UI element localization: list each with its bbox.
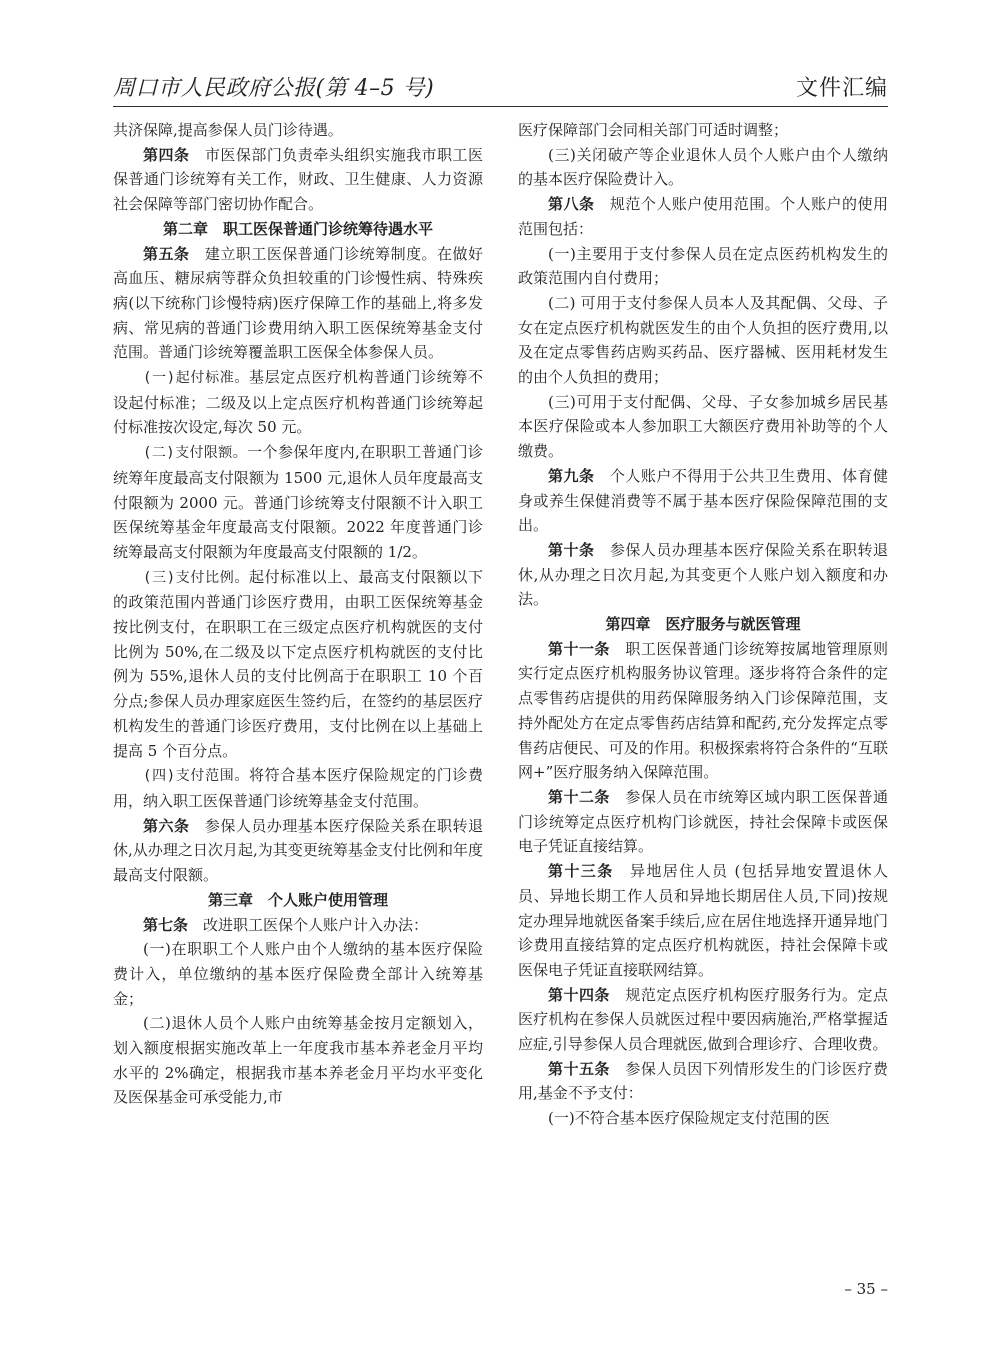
article-heading: 第五条 <box>143 244 190 263</box>
article-heading: 第八条 <box>548 195 595 214</box>
paragraph: 共济保障,提高参保人员门诊待遇。 <box>113 121 343 139</box>
publication-title: 周口市人民政府公报(第 4–5 号) <box>113 76 435 101</box>
article-heading: 第十一条 <box>548 639 610 658</box>
article-11 <box>518 637 888 785</box>
item-scope <box>113 763 483 813</box>
article-15 <box>518 1057 888 1106</box>
item-limit <box>113 440 483 565</box>
article-text: 建立职工医保普通门诊统筹制度。在做好高血压、糖尿病等群众负担较重的门诊慢性病、特殊疾病(以下统称门诊慢特病)医疗保障工作的基础上,将多发病、常见病的普通门诊费用纳入职工医保统筹基金支付范围。普通门诊统筹覆盖职工医保全体参保人员。 <box>113 244 483 362</box>
article-heading: 第十四条 <box>548 985 610 1004</box>
item-ratio <box>113 565 483 764</box>
chapter-3-heading: 第三章 个人账户使用管理 <box>207 890 388 909</box>
article-6 <box>113 814 483 888</box>
article-text: 参保人员办理基本医疗保险关系在职转退休,从办理之日次月起,为其变更个人账户划入额度和办法。 <box>518 540 888 609</box>
article-heading: 第九条 <box>548 466 595 485</box>
item-key: (三)支付比例。 <box>143 569 249 586</box>
article-heading: 第十条 <box>548 540 595 559</box>
section-title: 文件汇编 <box>795 76 888 101</box>
article-12 <box>518 785 888 859</box>
article-heading: 第六条 <box>143 816 190 835</box>
item-text: 一个参保年度内,在职职工普通门诊统筹年度最高支付限额为 1500 元,退休人员年度最高支付限额为 2000 元。普通门诊统筹支付限额不计入职工医保统筹基金年度最高支付限额。2022 年度普通门诊统筹最高支付限额为年度最高支付限额的 1/2。 <box>113 443 483 561</box>
article-text: 职工医保普通门诊统筹按属地管理原则实行定点医疗机构服务协议管理。逐步将符合条件的定点零售药店提供的用药保障服务纳入门诊保障范围，支持外配处方在定点零售药店结算和配药,充分发挥定点零售药店便民、可及的作用。积极探索将符合条件的“互联网+”医疗服务纳入保障范围。 <box>518 639 888 782</box>
article-heading: 第十三条 <box>548 862 614 881</box>
paragraph: (二) 可用于支付参保人员本人及其配偶、父母、子女在定点医疗机构就医发生的由个人负担的医疗费用,以及在定点零售药店购买药品、医疗器械、医用耗材发生的由个人负担的费用； <box>518 293 888 387</box>
article-heading: 第七条 <box>143 915 189 934</box>
article-text: 改进职工医保个人账户计入办法： <box>203 915 429 934</box>
article-5 <box>113 242 483 366</box>
right-column <box>518 118 888 1131</box>
article-text: 参保人员办理基本医疗保险关系在职转退休,从办理之日次月起,为其变更统筹基金支付比例和年度最高支付限额。 <box>113 816 483 885</box>
article-7 <box>113 913 483 938</box>
chapter-4-heading: 第四章 医疗服务与就医管理 <box>605 615 801 634</box>
item-text: 将符合基本医疗保险规定的门诊费用，纳入职工医保普通门诊统筹基金支付范围。 <box>113 766 483 810</box>
paragraph: 医疗保障部门会同相关部门可适时调整； <box>518 121 789 139</box>
paragraph: (三)关闭破产等企业退休人员个人账户由个人缴纳的基本医疗保险费计入。 <box>518 145 888 189</box>
page-number: – 35 – <box>844 1280 888 1298</box>
paragraph: (一)不符合基本医疗保险规定支付范围的医 <box>548 1109 830 1128</box>
article-text: 异地居住人员 (包括异地安置退休人员、异地长期工作人员和异地长期居住人员,下同)按规定办理异地就医备案手续后,应在居住地选择开通异地门诊费用直接结算的定点医疗机构就医，持社会保障卡或医保电子凭证直接联网结算。 <box>518 862 888 979</box>
item-key: (二)支付限额。 <box>143 445 248 462</box>
article-14 <box>518 983 888 1057</box>
paragraph: (三)可用于支付配偶、父母、子女参加城乡居民基本医疗保险或本人参加职工大额医疗费用补助等的个人缴费。 <box>518 392 888 461</box>
article-10 <box>518 538 888 612</box>
running-header <box>113 70 888 107</box>
article-text: 个人账户不得用于公共卫生费用、体育健身或养生保健消费等不属于基本医疗保险保障范围的支出。 <box>518 466 888 535</box>
article-text: 参保人员在市统筹区域内职工医保普通门诊统筹定点医疗机构门诊就医，持社会保障卡或医保电子凭证直接结算。 <box>518 787 888 856</box>
article-heading: 第十五条 <box>548 1059 610 1078</box>
article-text: 规范定点医疗机构医疗服务行为。定点医疗机构在参保人员就医过程中要因病施治,严格掌握适应症,引导参保人员合理就医,做到合理诊疗、合理收费。 <box>518 985 888 1054</box>
article-text: 市医保部门负责牵头组织实施我市职工医保普通门诊统筹有关工作，财政、卫生健康、人力资源社会保障等部门密切协作配合。 <box>113 145 483 214</box>
item-text: 起付标准以上、最高支付限额以下的政策范围内普通门诊医疗费用，由职工医保统筹基金按比例支付，在职职工在三级定点医疗机构就医的支付比例为 50%,在二级及以下定点医疗机构就医的支付比例为 55%,退休人员的支付比例高于在职职工 10 个百分点;参保人员办理家庭医生签约后，在签约的基层医疗机构发生的普通门诊医疗费用，支付比例在以上基础上提高 5 个百分点。 <box>113 567 483 760</box>
article-heading: 第四条 <box>143 145 190 164</box>
left-column <box>113 118 483 1110</box>
item-text: 基层定点医疗机构普通门诊统筹不设起付标准；二级及以上定点医疗机构普通门诊统筹起付标准按次设定,每次 50 元。 <box>113 368 483 437</box>
paragraph: (一)在职职工个人账户由个人缴纳的基本医疗保险费计入，单位缴纳的基本医疗保险费全部计入统筹基金； <box>113 940 483 1008</box>
article-heading: 第十二条 <box>548 787 610 806</box>
article-8 <box>518 192 888 241</box>
item-key: (一)起付标准。 <box>143 370 249 387</box>
paragraph: (二)退休人员个人账户由统筹基金按月定额划入，划入额度根据实施改革上一年度我市基本养老金月平均水平的 2%确定，根据我市基本养老金月平均水平变化及医保基金可承受能力,市 <box>113 1014 483 1107</box>
item-key: (四)支付范围。 <box>143 768 249 785</box>
article-text: 参保人员因下列情形发生的门诊医疗费用,基金不予支付： <box>518 1059 888 1103</box>
article-13 <box>518 859 888 983</box>
article-4 <box>113 143 483 217</box>
article-9 <box>518 464 888 538</box>
item-threshold <box>113 365 483 440</box>
paragraph: (一)主要用于支付参保人员在定点医药机构发生的政策范围内自付费用； <box>518 244 888 288</box>
article-text: 规范个人账户使用范围。个人账户的使用范围包括： <box>518 195 888 238</box>
chapter-2-heading: 第二章 职工医保普通门诊统筹待遇水平 <box>162 219 433 238</box>
